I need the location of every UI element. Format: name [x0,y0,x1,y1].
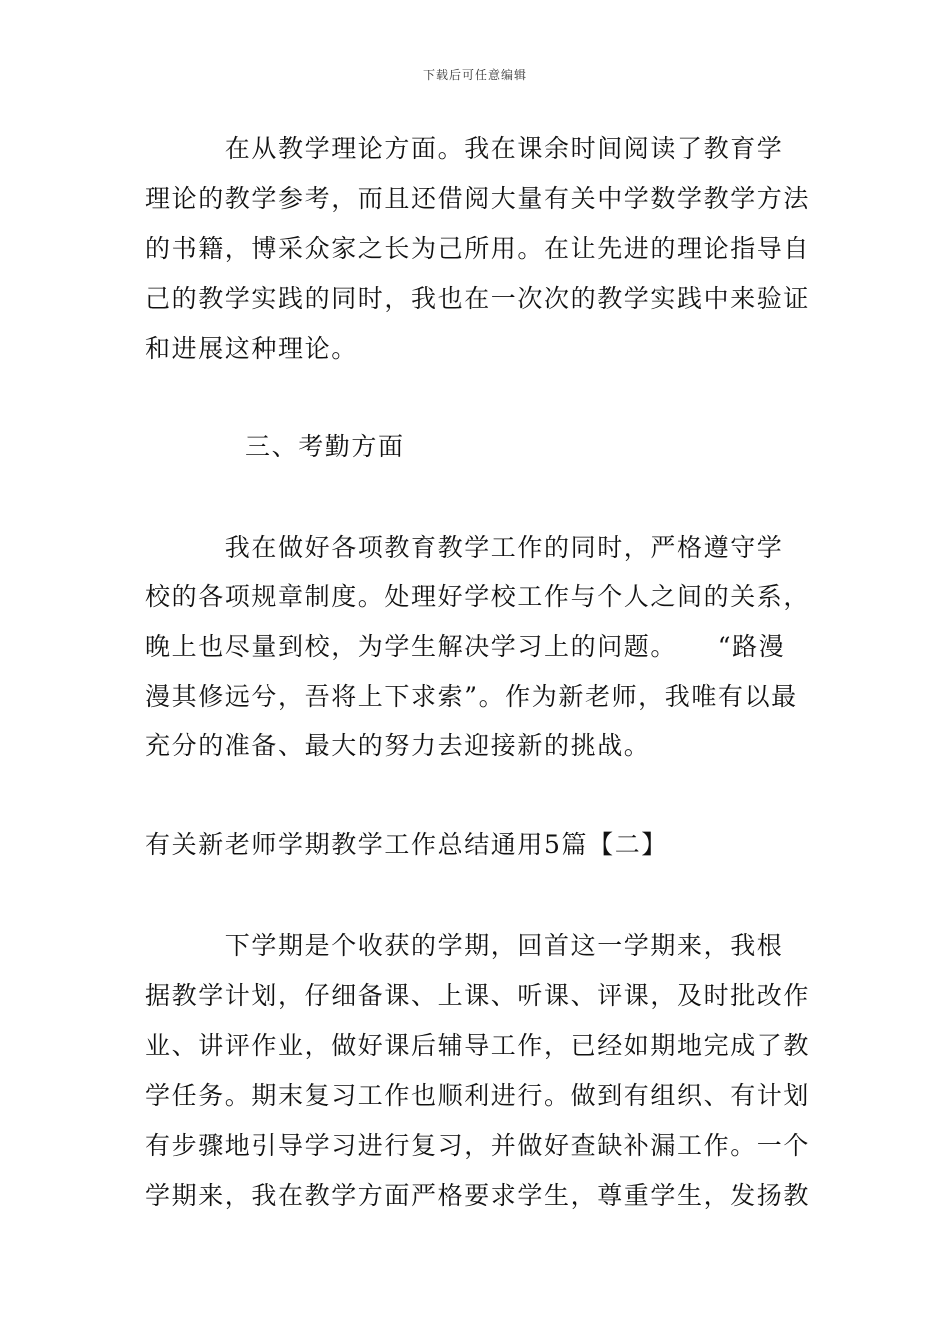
paragraph-line: 和进展这种理论。 [145,334,358,363]
paragraph-line: 学任务。期末复习工作也顺利进行。做到有组织、有计划 [145,1081,811,1110]
paragraph-line: 理论的教学参考，而且还借阅大量有关中学数学教学方法 [145,184,811,213]
paragraph-line: 己的教学实践的同时，我也在一次次的教学实践中来验证 [145,284,811,313]
page-header-note: 下载后可任意编辑 [422,68,527,82]
paragraph-line: 学期来，我在教学方面严格要求学生，尊重学生，发扬教 [145,1181,811,1210]
paragraph-line: 充分的准备、最大的努力去迎接新的挑战。 [145,731,651,760]
paragraph-line: 下学期是个收获的学期，回首这一学期来，我根 [145,931,784,960]
paragraph-line: 在从教学理论方面。我在课余时间阅读了教育学 [145,134,784,163]
paragraph-line: 据教学计划，仔细备课、上课、听课、评课，及时批改作 [145,981,811,1010]
paragraph-line: 我在做好各项教育教学工作的同时，严格遵守学 [145,533,784,562]
article-title: 有关新老师学期教学工作总结通用5篇【二】 [145,830,668,859]
paragraph-line: 有步骤地引导学习进行复习，并做好查缺补漏工作。一个 [145,1131,811,1160]
paragraph-line: 的书籍，博采众家之长为己所用。在让先进的理论指导自 [145,234,811,263]
paragraph-line: 业、讲评作业，做好课后辅导工作，已经如期地完成了教 [145,1031,811,1060]
paragraph-line: 校的各项规章制度。处理好学校工作与个人之间的关系， [145,582,811,611]
section-heading: 三、考勤方面 [245,432,405,461]
paragraph-line: 晚上也尽量到校，为学生解决学习上的问题。 “路漫 [145,632,786,661]
paragraph-line: 漫其修远兮，吾将上下求索”。作为新老师，我唯有以最 [145,682,798,711]
